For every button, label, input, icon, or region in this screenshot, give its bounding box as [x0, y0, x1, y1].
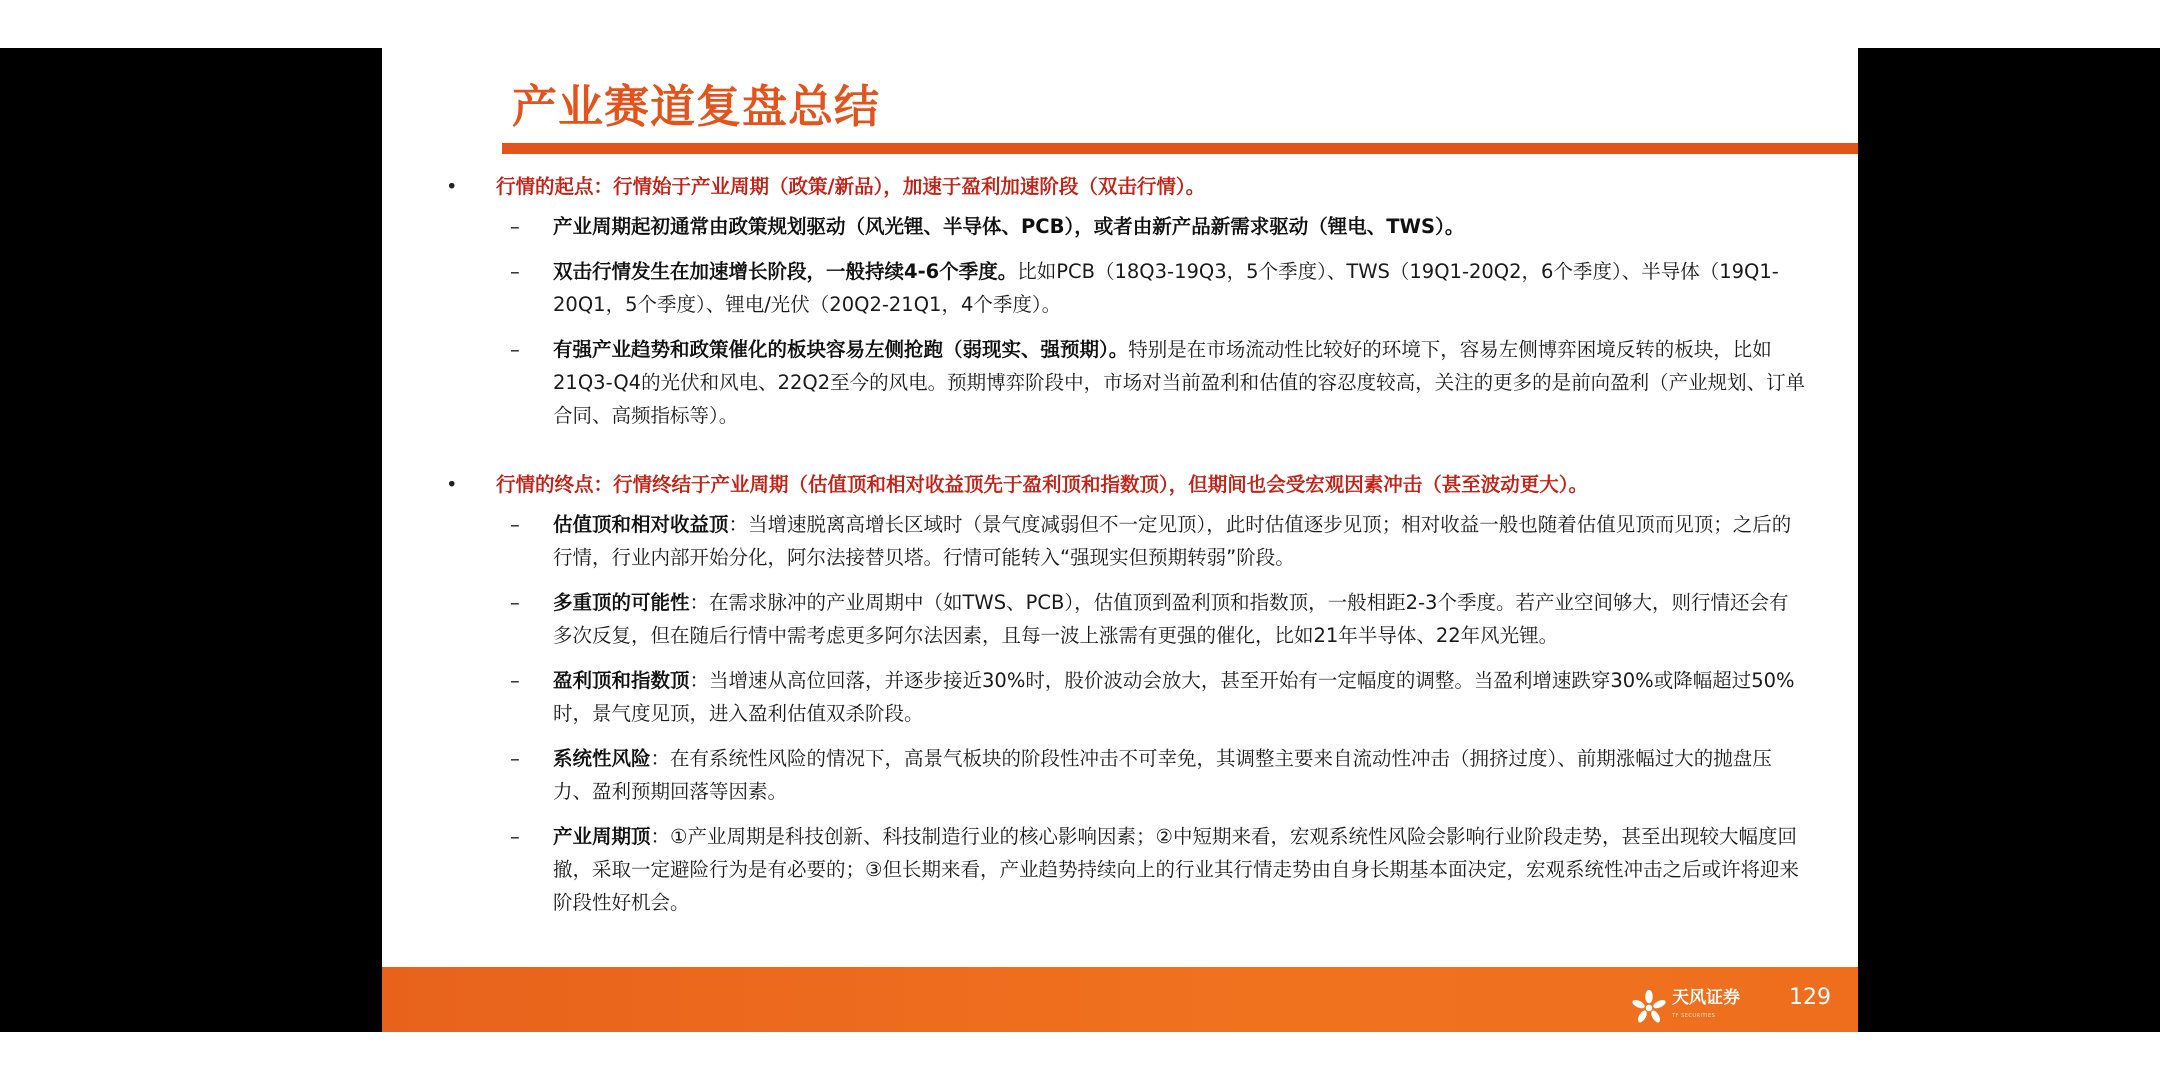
list-item: [446, 255, 1806, 321]
page-number: 129: [1789, 985, 1831, 1010]
list-item: [446, 820, 1806, 919]
section-heading-text: 行情的起点：行情始于产业周期（政策/新品），加速于盈利加速阶段（双击行情）。: [496, 175, 1206, 198]
tf-logo-icon: [1630, 988, 1668, 1026]
brand-name-text: 天风证券: [1672, 988, 1740, 1008]
item-text: ：在需求脉冲的产业周期中（如TWS、PCB），估值顶到盈利顶和指数顶，一般相距2-3个季度。若产业空间够大，则行情还会有多次反复，但在随后行情中需考虑更多阿尔法因素，且每一波上涨需有更强的催化，比如21年半导体、22年风光锂。: [553, 591, 1789, 647]
list-item: [446, 586, 1806, 652]
item-bold-text: 估值顶和相对收益顶: [553, 513, 729, 536]
section-heading: [446, 172, 1806, 202]
item-text: ：在有系统性风险的情况下，高景气板块的阶段性冲击不可幸免，其调整主要来自流动性冲击（拥挤过度）、前期涨幅过大的抛盘压力、盈利预期回落等因素。: [553, 747, 1772, 803]
section-start: [446, 172, 1806, 432]
slide-content: [446, 172, 1806, 919]
dash-icon: –: [510, 747, 520, 770]
item-text: 特别是在市场流动性比较好的环境下，容易左侧博弈困境反转的板块，比如21Q3-Q4的光伏和风电、22Q2至今的风电。预期博弈阶段中，市场对当前盈利和估值的容忍度较高，关注的更多的是前向盈利（产业规划、订单合同、高频指标等）。: [553, 338, 1806, 427]
list-item: [446, 742, 1806, 808]
list-item: [446, 508, 1806, 574]
list-item: [446, 210, 1806, 243]
item-bold-text: 产业周期顶: [553, 825, 651, 848]
dash-icon: –: [510, 338, 520, 361]
item-text: ：①产业周期是科技创新、科技制造行业的核心影响因素；②中短期来看，宏观系统性风险会影响行业阶段走势，甚至出现较大幅度回撤，采取一定避险行为是有必要的；③但长期来看，产业趋势持续向上的行业其行情走势由自身长期基本面决定，宏观系统性冲击之后或许将迎来阶段性好机会。: [553, 825, 1799, 914]
item-bold-text: 系统性风险: [553, 747, 651, 770]
bottom-letterbox: [0, 1032, 2160, 1080]
section-heading: [446, 470, 1806, 500]
slide: [382, 48, 1858, 1032]
dash-icon: –: [510, 260, 520, 283]
section-heading-text: 行情的终点：行情终结于产业周期（估值顶和相对收益顶先于盈利顶和指数顶），但期间也会受宏观因素冲击（甚至波动更大）。: [496, 473, 1589, 496]
dash-icon: –: [510, 215, 520, 238]
item-text: 比如PCB（18Q3-19Q3，5个季度）、TWS（19Q1-20Q2，6个季度）、半导体（19Q1-20Q1，5个季度）、锂电/光伏（20Q2-21Q1，4个季度）。: [553, 260, 1779, 316]
list-item: [446, 664, 1806, 730]
brand-logo: [1630, 988, 1740, 1026]
list-item: [446, 333, 1806, 432]
item-bold-text: 有强产业趋势和政策催化的板块容易左侧抢跑（弱现实、强预期）。: [553, 338, 1129, 361]
brand-name: [1672, 989, 1740, 1025]
slide-title: 产业赛道复盘总结: [512, 80, 881, 133]
brand-sub: TF SECURITIES: [1672, 1013, 1716, 1019]
item-text: ：当增速从高位回落，并逐步接近30%时，股价波动会放大，甚至开始有一定幅度的调整。当盈利增速跌穿30%或降幅超过50%时，景气度见顶，进入盈利估值双杀阶段。: [553, 669, 1795, 725]
dash-icon: –: [510, 591, 520, 614]
item-bold-text: 盈利顶和指数顶: [553, 669, 690, 692]
top-letterbox: [0, 0, 2160, 48]
item-text: ：当增速脱离高增长区域时（景气度减弱但不一定见顶），此时估值逐步见顶；相对收益一般也随着估值见顶而见顶；之后的行情，行业内部开始分化，阿尔法接替贝塔。行情可能转入“强现实但预期转弱”阶段。: [553, 513, 1792, 569]
section-end: [446, 470, 1806, 919]
dash-icon: –: [510, 513, 520, 536]
dash-icon: –: [510, 825, 520, 848]
bullet-dot-icon: •: [446, 175, 458, 198]
dash-icon: –: [510, 669, 520, 692]
bullet-dot-icon: •: [446, 473, 458, 496]
item-bold-text: 双击行情发生在加速增长阶段，一般持续4-6个季度。: [553, 260, 1018, 283]
item-bold-text: 产业周期起初通常由政策规划驱动（风光锂、半导体、PCB），或者由新产品新需求驱动（锂电、TWS）。: [553, 215, 1465, 238]
title-underline: [502, 143, 1858, 154]
item-bold-text: 多重顶的可能性: [553, 591, 690, 614]
